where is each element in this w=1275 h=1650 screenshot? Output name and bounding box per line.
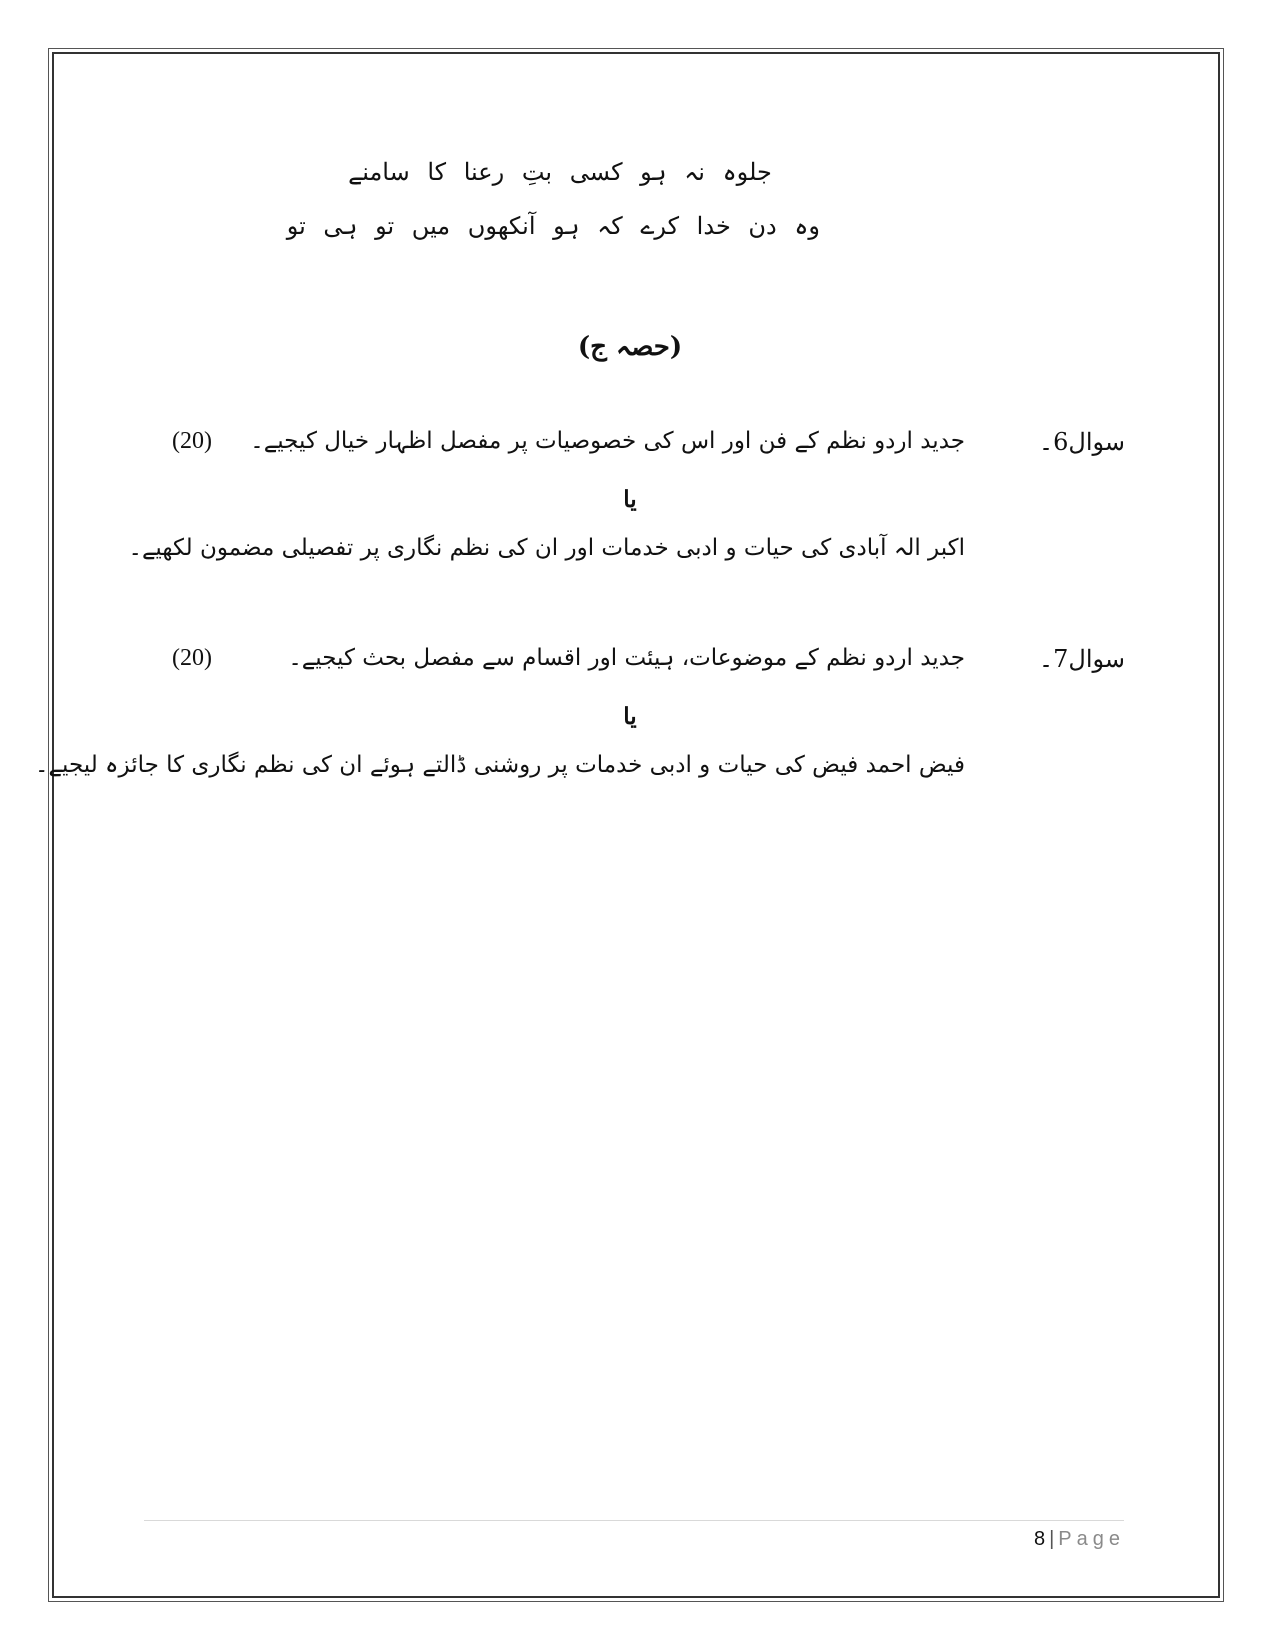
footer-separator: | [1049, 1528, 1055, 1550]
page-border-inner [35, 52, 1220, 1598]
verse-line-2: وہ دن خدا کرے کہ ہو آنکھوں میں تو ہی تو [286, 212, 820, 240]
question-6-or: یا [623, 486, 637, 513]
question-6-label: سوال6۔ [1039, 428, 1125, 456]
question-7-alternative: فیض احمد فیض کی حیات و ادبی خدمات پر روشنی ڈالتے ہوئے ان کی نظم نگاری کا جائزہ لیجیے۔ [35, 752, 965, 778]
page-number-footer [1034, 1528, 1125, 1551]
verse-line-1: جلوہ نہ ہو کسی بتِ رعنا کا سامنے [348, 158, 772, 186]
question-7-or: یا [623, 703, 637, 730]
footer-rule [144, 1520, 1124, 1521]
question-7-marks: (20) [172, 645, 212, 671]
question-7-label: سوال7۔ [1039, 645, 1125, 673]
page-word: Page [1058, 1528, 1125, 1550]
question-6-alternative: اکبر الہ آبادی کی حیات و ادبی خدمات اور ان کی نظم نگاری پر تفصیلی مضمون لکھیے۔ [128, 535, 965, 561]
question-6-text: جدید اردو نظم کے فن اور اس کی خصوصیات پر مفصل اظہار خیال کیجیے۔ [250, 428, 965, 454]
page-number: 8 [1033, 1528, 1046, 1550]
section-heading: (حصہ ج) [577, 332, 683, 362]
question-6-marks: (20) [172, 428, 212, 454]
question-7-text: جدید اردو نظم کے موضوعات، ہیئت اور اقسام سے مفصل بحث کیجیے۔ [288, 645, 965, 671]
